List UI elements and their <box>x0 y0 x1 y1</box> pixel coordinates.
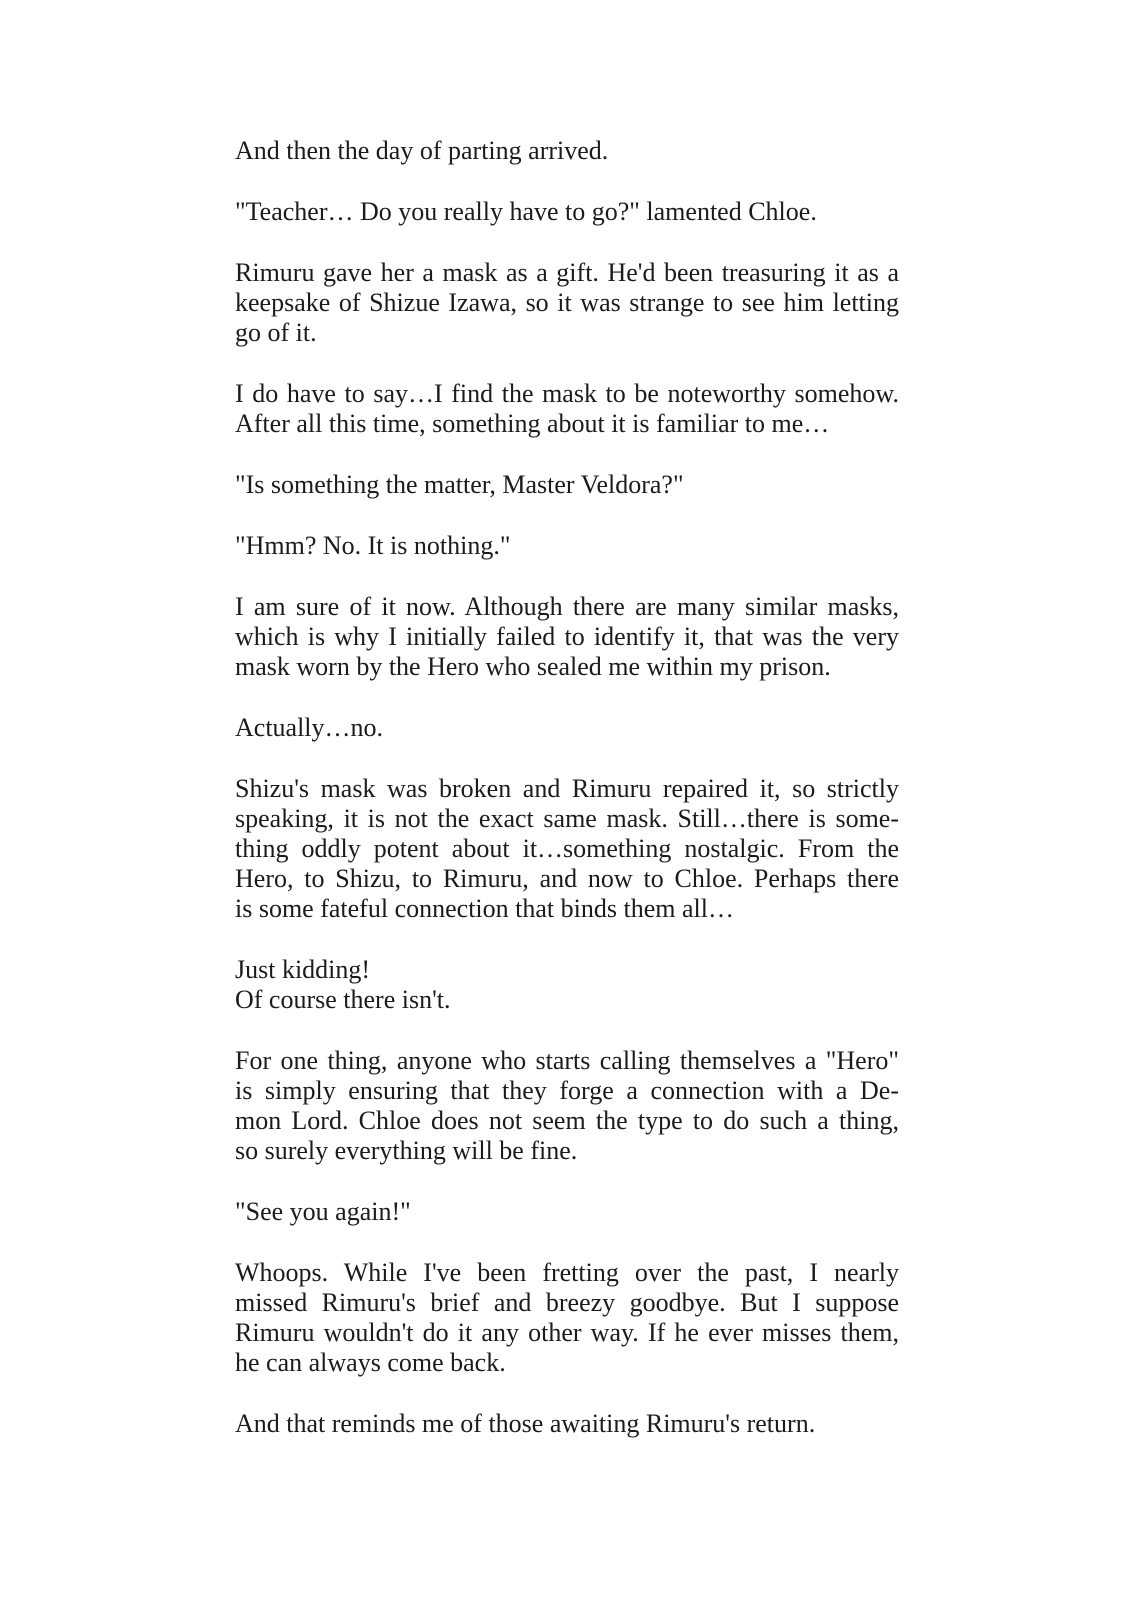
paragraph <box>235 136 899 166</box>
text-line: "See you again!" <box>235 1197 411 1226</box>
text-line: thing oddly potent about it…something nostalgic. From the <box>235 834 899 863</box>
text-line: "Hmm? No. It is nothing." <box>235 531 511 560</box>
paragraph <box>235 1197 899 1227</box>
text-line: keepsake of Shizue Izawa, so it was strange to see him letting <box>235 288 899 317</box>
text-line: go of it. <box>235 318 317 347</box>
paragraph <box>235 1046 899 1166</box>
text-line: For one thing, anyone who starts calling themselves a "Hero" <box>235 1046 899 1075</box>
paragraph <box>235 470 899 500</box>
paragraph <box>235 197 899 227</box>
text-line: After all this time, something about it is familiar to me… <box>235 409 830 438</box>
text-line: mask worn by the Hero who sealed me within my prison. <box>235 652 831 681</box>
text-line: speaking, it is not the exact same mask. Still…there is some- <box>235 804 899 833</box>
paragraph <box>235 531 899 561</box>
text-line: mon Lord. Chloe does not seem the type to do such a thing, <box>235 1106 899 1135</box>
text-line: And that reminds me of those awaiting Rimuru's return. <box>235 1409 816 1438</box>
text-line: Shizu's mask was broken and Rimuru repaired it, so strictly <box>235 774 899 803</box>
paragraph <box>235 379 899 439</box>
text-line: he can always come back. <box>235 1348 506 1377</box>
text-line: Whoops. While I've been fretting over the past, I nearly <box>235 1258 899 1287</box>
text-line: "Is something the matter, Master Veldora?" <box>235 470 684 499</box>
text-line: Rimuru wouldn't do it any other way. If he ever misses them, <box>235 1318 899 1347</box>
text-line: Just kidding! <box>235 955 371 984</box>
paragraph <box>235 1409 899 1439</box>
paragraph <box>235 713 899 743</box>
text-line: I do have to say…I find the mask to be noteworthy somehow. <box>235 379 899 408</box>
text-line: Hero, to Shizu, to Rimuru, and now to Chloe. Perhaps there <box>235 864 899 893</box>
page-text <box>235 136 899 1439</box>
text-line: And then the day of parting arrived. <box>235 136 609 165</box>
text-line: which is why I initially failed to identify it, that was the very <box>235 622 899 651</box>
text-line: missed Rimuru's brief and breezy goodbye. But I suppose <box>235 1288 899 1317</box>
text-line: "Teacher… Do you really have to go?" lamented Chloe. <box>235 197 817 226</box>
paragraph <box>235 592 899 682</box>
paragraph <box>235 774 899 924</box>
text-line: Actually…no. <box>235 713 384 742</box>
paragraph <box>235 1258 899 1378</box>
text-line: Of course there isn't. <box>235 985 451 1014</box>
paragraph <box>235 258 899 348</box>
text-line: so surely everything will be fine. <box>235 1136 578 1165</box>
text-line: Rimuru gave her a mask as a gift. He'd been treasuring it as a <box>235 258 899 287</box>
text-line: I am sure of it now. Although there are many similar masks, <box>235 592 899 621</box>
text-line: is some fateful connection that binds them all… <box>235 894 734 923</box>
paragraph <box>235 955 899 1015</box>
text-line: is simply ensuring that they forge a connection with a De- <box>235 1076 899 1105</box>
